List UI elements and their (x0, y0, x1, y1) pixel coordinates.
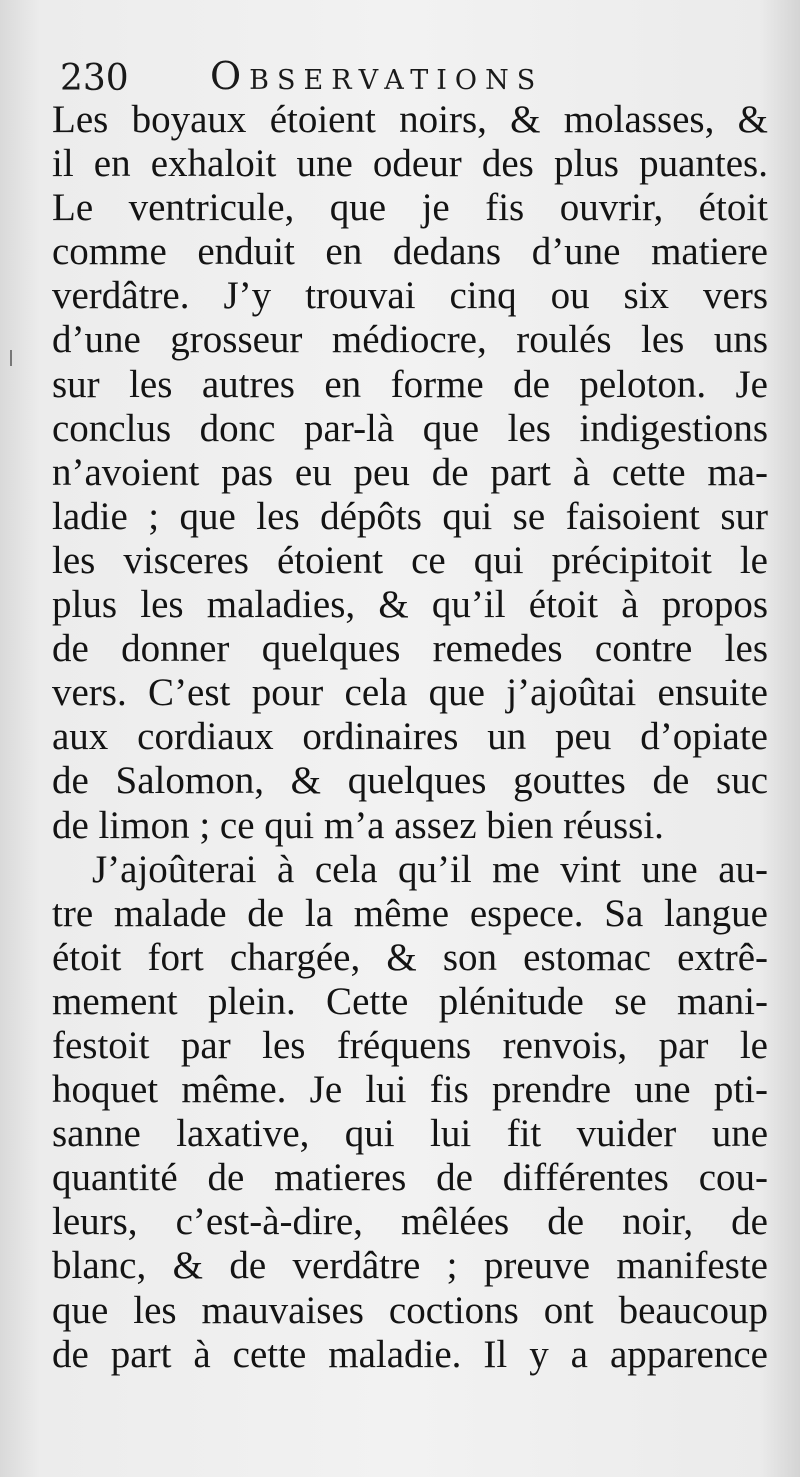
text-line: de donner quelques remedes contre les (52, 627, 768, 671)
text-line: ladie ; que les dépôts qui se faisoient sur (52, 494, 768, 538)
text-line: aux cordiaux ordinaires un peu d’opiate (52, 715, 768, 759)
text-line: il en exhaloit une odeur des plus puantes. (52, 142, 768, 186)
text-line: que les mauvaises coctions ont beaucoup (52, 1288, 768, 1332)
text-line: comme enduit en dedans d’une matiere (52, 230, 768, 274)
running-head: Observations (210, 54, 544, 98)
page-header (60, 50, 760, 100)
text-line: de Salomon, & quelques gouttes de suc (52, 759, 768, 803)
text-line: J’ajoûterai à cela qu’il me vint une au- (92, 847, 768, 891)
text-line: mement plein. Cette plénitude se mani- (52, 979, 768, 1023)
text-line: leurs, c’est-à-dire, mêlées de noir, de (52, 1200, 768, 1244)
text-line: Le ventricule, que je fis ouvrir, étoit (52, 186, 768, 230)
text-line: étoit fort chargée, & son estomac extrê- (52, 935, 768, 979)
text-line: plus les maladies, & qu’il étoit à propos (52, 583, 768, 627)
text-line: blanc, & de verdâtre ; preuve manifeste (52, 1244, 768, 1288)
text-line: d’une grosseur médiocre, roulés les uns (52, 318, 768, 362)
text-line: sur les autres en forme de peloton. Je (52, 362, 768, 406)
text-line: hoquet même. Je lui fis prendre une pti- (52, 1068, 768, 1112)
text-line: vers. C’est pour cela que j’ajoûtai ensuite (52, 671, 768, 715)
text-line: les visceres étoient ce qui précipitoit le (52, 538, 768, 582)
page-number: 230 (60, 58, 129, 99)
text-line: de part à cette maladie. Il y a apparence (52, 1332, 768, 1376)
text-line: tre malade de la même espece. Sa langue (52, 891, 768, 935)
text-line: Les boyaux étoient noirs, & molasses, & (52, 98, 768, 141)
body-text (52, 98, 768, 1377)
text-line: quantité de matieres de différentes cou- (52, 1156, 768, 1200)
text-line: verdâtre. J’y trouvai cinq ou six vers (52, 274, 768, 318)
text-line: sanne laxative, qui lui fit vuider une (52, 1112, 768, 1156)
text-line: de limon ; ce qui m’a assez bien réussi. (52, 803, 664, 847)
text-line: conclus donc par-là que les indigestions (52, 406, 768, 450)
margin-mark (10, 350, 12, 366)
text-line: n’avoient pas eu peu de part à cette ma- (52, 450, 768, 494)
text-line: festoit par les fréquens renvois, par le (52, 1023, 768, 1067)
